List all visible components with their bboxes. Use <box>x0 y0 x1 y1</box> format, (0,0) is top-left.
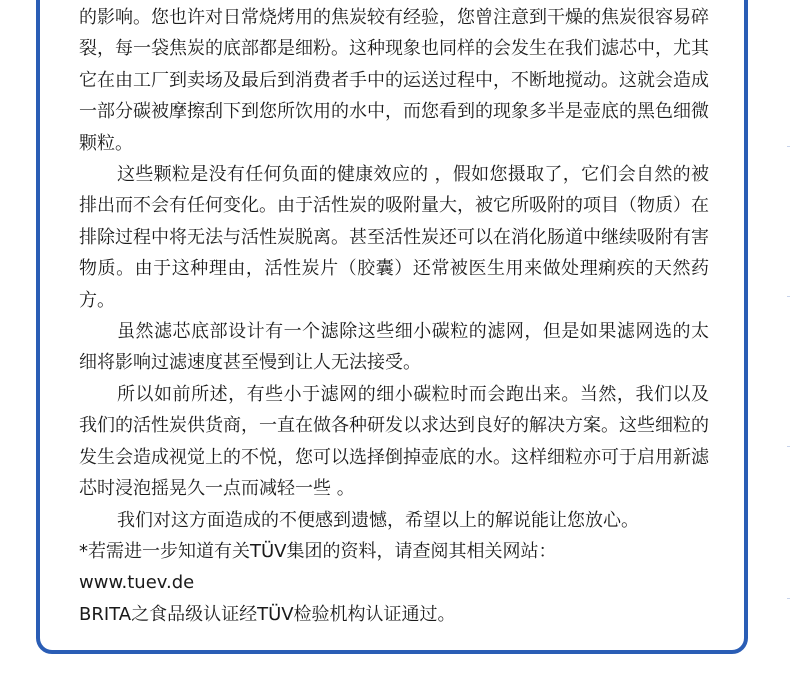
article-body <box>79 2 709 630</box>
paragraph-research: 所以如前所述，有些小于滤网的细小碳粒时而会跑出来。当然，我们以及我们的活性炭供货商，一直在做各种研发以求达到良好的解决方案。这些细粒的发生会造成视觉上的不悦，您可以选择倒掉壶底的水。这样细粒亦可于启用新滤芯时浸泡摇晃久一点而减轻一些 。 <box>79 383 709 500</box>
certification-statement: BRITA之食品级认证经TÜV检验机构认证通过。 <box>79 603 456 625</box>
paragraph-charcoal-dust: 的影响。您也许对日常烧烤用的焦炭较有经验，您曾注意到干燥的焦炭很容易碎裂，每一袋焦炭的底部都是细粉。这种现象也同样的会发生在我们滤芯中，尤其它在由工厂到卖场及最后到消费者手中的运送过程中，不断地搅动。这就会造成一部分碳被摩擦刮下到您所饮用的水中，而您看到的现象多半是壶底的黑色细微颗粒。 <box>79 7 709 154</box>
paragraph-filter-mesh: 虽然滤芯底部设计有一个滤除这些细小碳粒的滤网，但是如果滤网选的太细将影响过滤速度甚至慢到让人无法接受。 <box>79 321 709 374</box>
paragraph-apology: 我们对这方面造成的不便感到遗憾，希望以上的解说能让您放心。 <box>117 509 639 531</box>
paragraph-health-effect: 这些颗粒是没有任何负面的健康效应的 ，假如您摄取了，它们会自然的被排出而不会有任何变化。由于活性炭的吸附量大，被它所吸附的项目（物质）在排除过程中将无法与活性炭脱离。甚至活性炭还可以在消化肠道中继续吸附有害物质。由于这种理由，活性炭片（胶囊）还常被医生用来做处理痢疾的天然药方。 <box>79 164 709 311</box>
tuv-website-link[interactable]: www.tuev.de <box>79 572 195 594</box>
tuv-note: *若需进一步知道有关TÜV集团的资料，请查阅其相关网站： <box>79 540 557 562</box>
